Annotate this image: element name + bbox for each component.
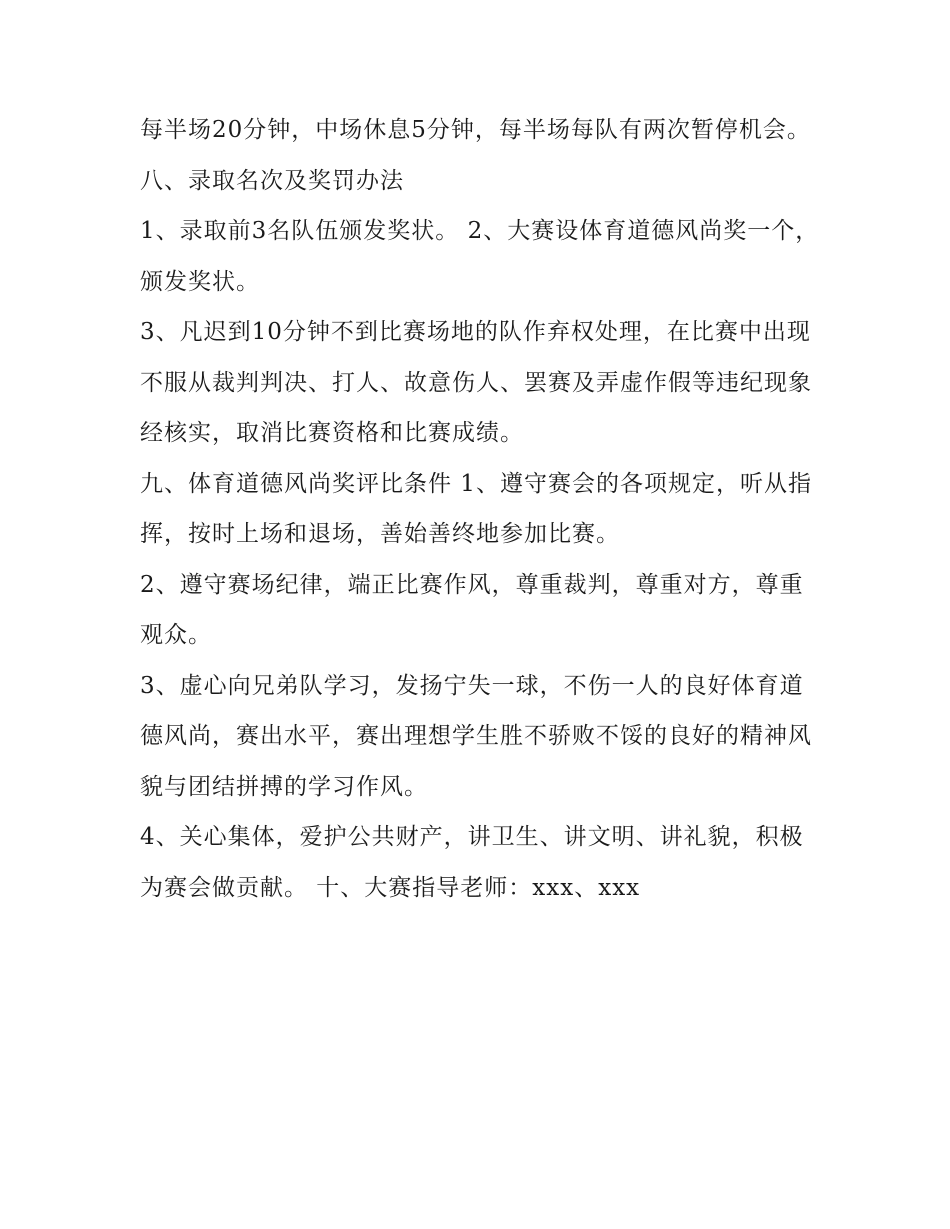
paragraph-sportsmanship-rule-4-and-advisors: 4、关心集体，爱护公共财产，讲卫生、讲文明、讲礼貌，积极为赛会做贡献。 十、大赛指导老师：xxx、xxx — [140, 824, 804, 901]
paragraph-awards: 1、录取前3名队伍颁发奖状。 2、大赛设体育道德风尚奖一个，颁发奖状。 — [140, 218, 820, 295]
document-body — [140, 105, 820, 913]
paragraph-sportsmanship-rule-2: 2、遵守赛场纪律，端正比赛作风，尊重裁判，尊重对方，尊重观众。 — [140, 571, 804, 648]
paragraph-sportsmanship-rule-1: 九、体育道德风尚奖评比条件 1、遵守赛会的各项规定，听从指挥，按时上场和退场，善始善终地参加比赛。 — [140, 470, 812, 547]
paragraph-sportsmanship-rule-3: 3、虚心向兄弟队学习，发扬宁失一球，不伤一人的良好体育道德风尚，赛出水平，赛出理想学生胜不骄败不馁的良好的精神风貌与团结拼搏的学习作风。 — [140, 672, 812, 800]
paragraph-match-time-and-ranking: 每半场20分钟，中场休息5分钟，每半场每队有两次暂停机会。 八、录取名次及奖罚办法 — [140, 117, 811, 194]
paragraph-penalties: 3、凡迟到10分钟不到比赛场地的队作弃权处理，在比赛中出现不服从裁判判决、打人、故意伤人、罢赛及弄虚作假等违纪现象经核实，取消比赛资格和比赛成绩。 — [140, 319, 812, 446]
